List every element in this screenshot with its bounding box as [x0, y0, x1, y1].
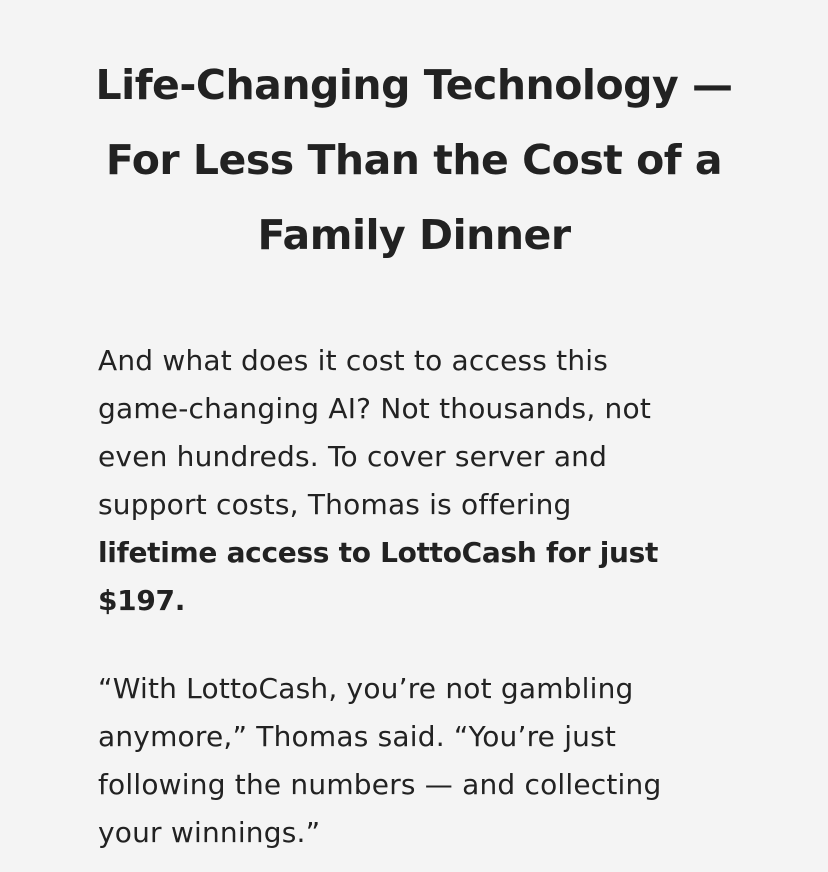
quote-line: “With LottoCash, you’re not gambling	[98, 672, 634, 705]
price-emphasis-line: $197.	[98, 584, 186, 617]
headline-line: Family Dinner	[257, 211, 571, 259]
paragraph-line: support costs, Thomas is offering	[98, 488, 572, 521]
price-emphasis-line: lifetime access to LottoCash for just	[98, 536, 659, 569]
paragraph-pricing	[98, 337, 798, 625]
quote-line: anymore,” Thomas said. “You’re just	[98, 720, 617, 753]
headline-line: For Less Than the Cost of a	[105, 136, 723, 184]
paragraph-quote	[98, 665, 798, 857]
quote-line: your winnings.”	[98, 816, 321, 849]
headline-line: Life-Changing Technology —	[95, 61, 733, 109]
paragraph-line: And what does it cost to access this	[98, 344, 609, 377]
headline	[30, 48, 798, 273]
quote-line: following the numbers — and collecting	[98, 768, 662, 801]
paragraph-line: game-changing AI? Not thousands, not	[98, 392, 651, 425]
paragraph-line: even hundreds. To cover server and	[98, 440, 608, 473]
